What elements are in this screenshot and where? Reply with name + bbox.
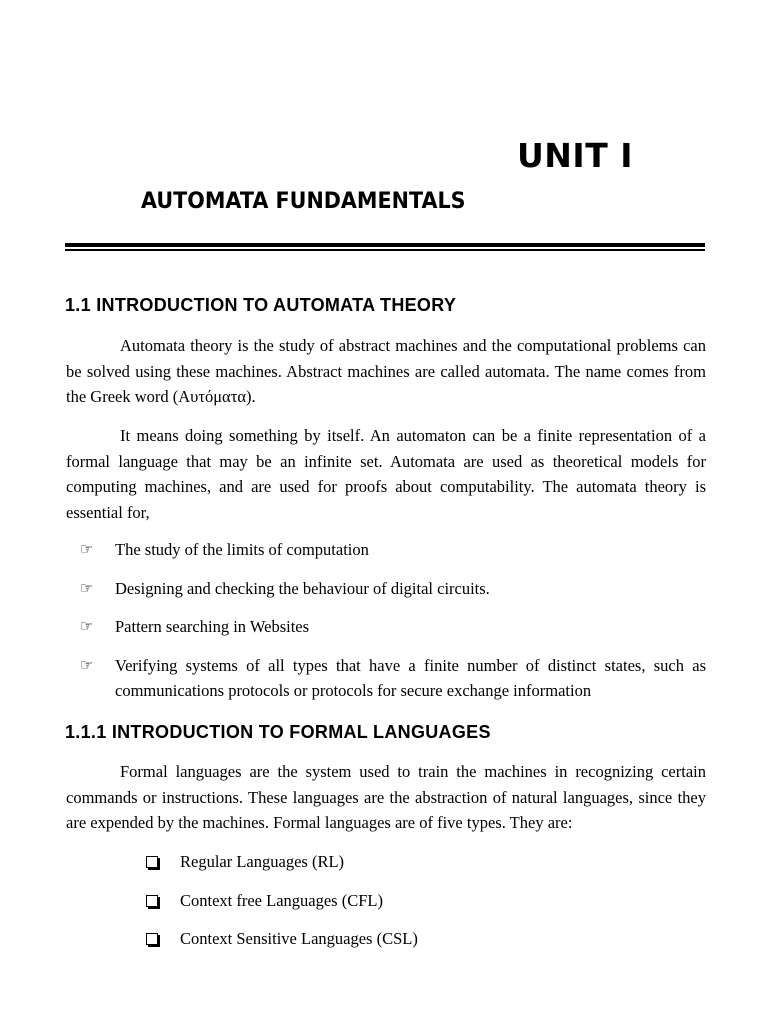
list-item [66,576,706,602]
list-item-text: Context free Languages (CFL) [180,890,383,910]
list-item-text: The study of the limits of computation [115,540,369,559]
list-item-text: Verifying systems of all types that have a finite number of distinct states, such as communications protocols or protocols for secure exchange information [115,655,706,700]
list-item [146,849,418,875]
list-item-text: Pattern searching in Websites [115,617,310,636]
paragraph-formal-languages: Formal languages are the system used to train the machines in recognizing certain commands or instructions. These languages are the abstraction of natural languages, since they are expended by the machines. Formal languages are of five types. They are: [66,762,706,832]
list-item-text: Designing and checking the behaviour of digital circuits. [115,578,490,598]
language-types-list [146,849,418,965]
pointing-hand-icon: ☞ [80,617,94,635]
list-item [66,614,706,640]
checkbox-icon [146,895,158,907]
title-rule-thin [65,249,705,251]
title-rule-thick [65,243,705,247]
paragraph-automaton-definition: It means doing something by itself. An automaton can be a finite representation of a formal language that may be an infinite set. Automata are used as theoretical models for computing machines, and are used for proofs about computability. The automata theory is essential for, [66,426,706,522]
list-item-text: Regular Languages (RL) [180,852,345,871]
checkbox-icon [146,933,158,945]
chapter-title: AUTOMATA FUNDAMENTALS [141,189,466,214]
pointing-hand-icon: ☞ [80,578,94,597]
list-item-text: Context Sensitive Languages (CSL) [180,929,418,948]
section-heading-1-1-1: 1.1.1 INTRODUCTION TO FORMAL LANGUAGES [65,722,491,742]
section-heading-1-1: 1.1 INTRODUCTION TO AUTOMATA THEORY [65,295,457,315]
list-item [146,926,418,952]
pointing-hand-icon: ☞ [80,655,94,674]
unit-title: UNIT I [517,136,633,175]
checkbox-icon [146,856,158,868]
automata-uses-list [66,537,706,717]
list-item [66,537,706,563]
list-item [66,653,706,704]
pointing-hand-icon: ☞ [80,540,94,558]
paragraph-automata-theory: Automata theory is the study of abstract machines and the computational problems can be solved using these machines. Abstract machines are called automata. The name comes from the Greek word (Αυτόματα). [66,336,706,406]
list-item [146,888,418,914]
